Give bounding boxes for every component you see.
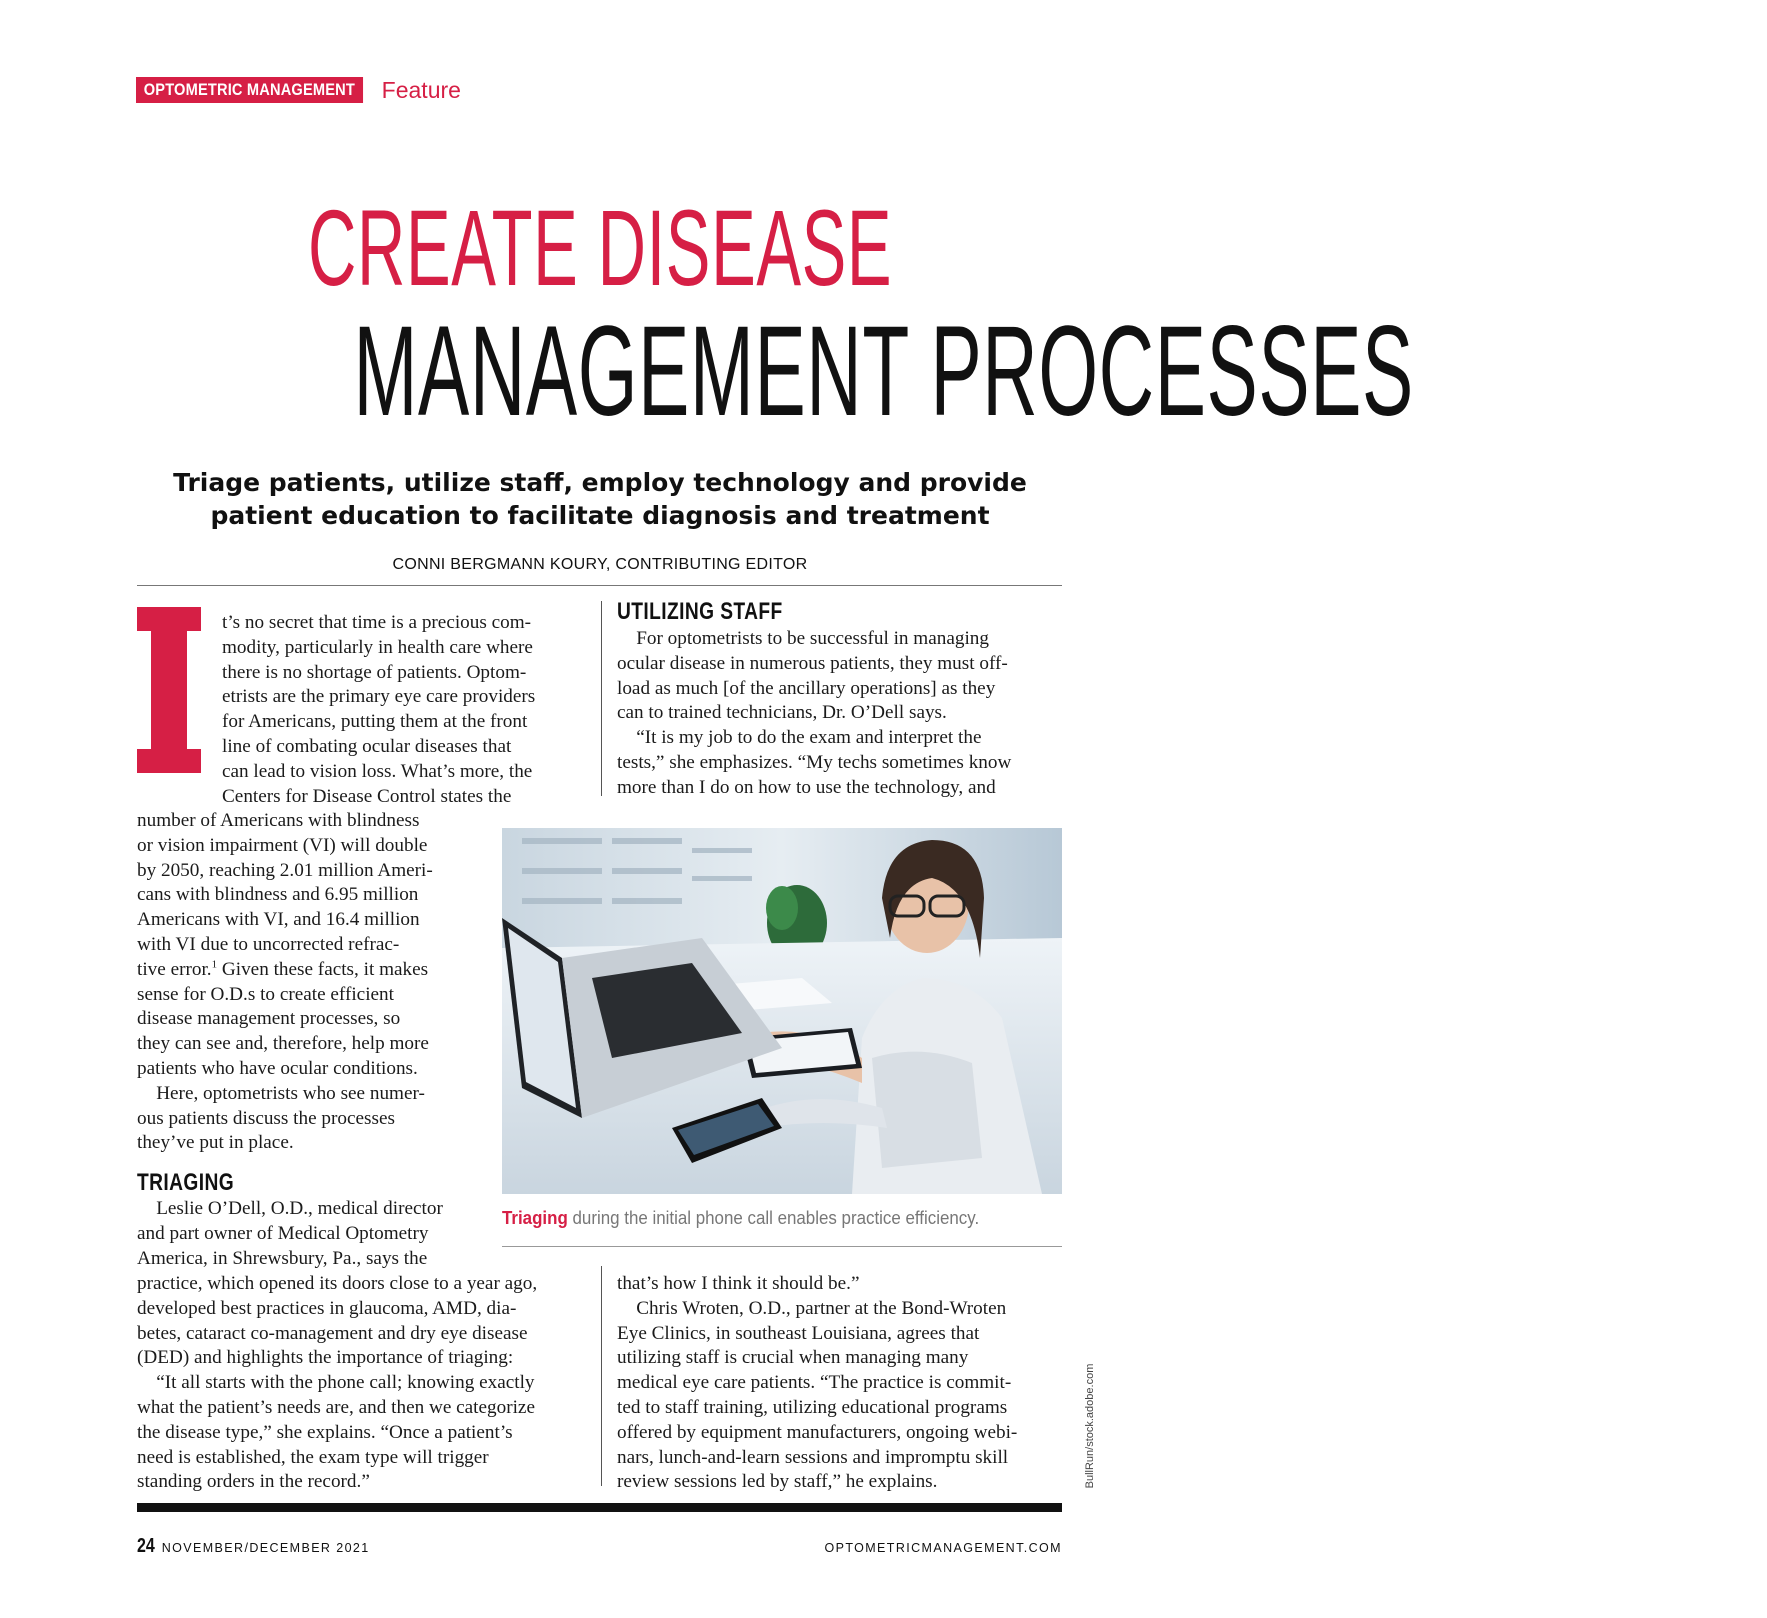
- article-photo: [502, 828, 1062, 1194]
- text-line: patients who have ocular conditions.: [137, 1057, 418, 1079]
- issue-date: NOVEMBER/DECEMBER 2021: [161, 1541, 370, 1555]
- text-line: that’s how I think it should be.”: [617, 1273, 860, 1294]
- section-tag: [136, 76, 461, 104]
- text-line: and part owner of Medical Optometry: [137, 1222, 429, 1244]
- woman-at-laptop-illustration: [502, 828, 1062, 1194]
- text-line: “It all starts with the phone call; knowing exactly: [137, 1372, 535, 1394]
- text-line: they can see and, therefore, help more: [137, 1033, 429, 1055]
- footnote-marker: 1: [211, 958, 218, 971]
- text-line: for Americans, putting them at the front: [222, 711, 528, 733]
- text-line: load as much [of the ancillary operations] as they: [617, 677, 996, 699]
- text-line: standing orders in the record.”: [137, 1471, 370, 1493]
- subhead-triaging: TRIAGING: [137, 1169, 235, 1196]
- caption-divider: [502, 1246, 1062, 1247]
- intro-beside-dropcap: [222, 611, 535, 809]
- byline: CONNI BERGMANN KOURY, CONTRIBUTING EDITOR: [392, 556, 808, 573]
- text-line: Americans with VI, and 16.4 million: [137, 909, 420, 931]
- text-line: what the patient’s needs are, and then we categorize: [137, 1396, 535, 1418]
- text-line: ocular disease in numerous patients, they must off-: [617, 652, 1008, 674]
- text-line: they’ve put in place.: [137, 1132, 294, 1154]
- magazine-brand-label: OPTOMETRIC MANAGEMENT: [136, 77, 363, 103]
- section-label: Feature: [381, 76, 461, 103]
- column-divider-bottom: [601, 1266, 602, 1486]
- text-line: Leslie O’Dell, O.D., medical director: [137, 1198, 443, 1219]
- photo-credit: BullRun/stock.adobe.com: [1084, 1363, 1096, 1489]
- text-line: can lead to vision loss. What’s more, the: [222, 760, 533, 782]
- text-line: practice, which opened its doors close to a year ago,: [137, 1273, 538, 1294]
- text-line: modity, particularly in health care where: [222, 636, 533, 658]
- text-line: (DED) and highlights the importance of triaging:: [137, 1347, 514, 1369]
- folio: [137, 1535, 370, 1558]
- text-line-with-footnote: tive error.$^1$ Given these facts, it makes: [137, 958, 429, 980]
- text-line: Eye Clinics, in southeast Louisiana, agrees that: [617, 1322, 980, 1344]
- article-deck: Triage patients, utilize staff, employ technology and provide patient education to facilitate diagnosis and treatment: [173, 468, 1027, 530]
- text-line: or vision impairment (VI) will double: [137, 834, 428, 856]
- subhead-utilizing-staff: UTILIZING STAFF: [617, 598, 783, 625]
- text-line: Centers for Disease Control states the: [222, 785, 512, 807]
- text-line: For optometrists to be successful in managing: [617, 628, 989, 649]
- text-line: America, in Shrewsbury, Pa., says the: [137, 1247, 428, 1269]
- text-line: etrists are the primary eye care providers: [222, 686, 536, 708]
- text-line: ous patients discuss the processes: [137, 1107, 395, 1129]
- photo-caption: Triaging during the initial phone call enables practice efficiency.: [502, 1208, 980, 1228]
- text-line: Chris Wroten, O.D., partner at the Bond-Wroten: [617, 1297, 1007, 1319]
- text-line: review sessions led by staff,” he explains.: [617, 1471, 938, 1493]
- text-line: there is no shortage of patients. Optom-: [222, 661, 527, 683]
- staff-continuation-text: [617, 1272, 1017, 1495]
- intro-continuation: [137, 809, 433, 1156]
- headline-line-2: MANAGEMENT PROCESSES: [353, 300, 1414, 443]
- footer-rule: [137, 1503, 1062, 1512]
- column-divider-top: [601, 601, 602, 796]
- text-line: Here, optometrists who see numer-: [137, 1082, 425, 1104]
- page-number: 24: [137, 1535, 155, 1557]
- text-line: medical eye care patients. “The practice is commit-: [617, 1372, 1012, 1394]
- text-line: “It is my job to do the exam and interpret the: [617, 727, 982, 749]
- drop-cap: [137, 607, 201, 773]
- text-line: can to trained technicians, Dr. O’Dell says.: [617, 702, 947, 724]
- text-line: nars, lunch-and-learn sessions and impromptu skill: [617, 1446, 1009, 1468]
- text-line: ted to staff training, utilizing educational programs: [617, 1396, 1008, 1418]
- drop-cap-letter: [137, 607, 201, 773]
- staff-text: [617, 627, 1011, 801]
- headline-line-1: CREATE DISEASE: [307, 187, 893, 308]
- triaging-wide-text: [137, 1272, 537, 1495]
- text-line: cans with blindness and 6.95 million: [137, 884, 419, 906]
- text-line: tests,” she emphasizes. “My techs sometimes know: [617, 751, 1012, 773]
- triaging-narrow-text: [137, 1197, 443, 1271]
- text-line: number of Americans with blindness: [137, 810, 420, 831]
- website-url: OPTOMETRICMANAGEMENT.COM: [824, 1541, 1062, 1555]
- title-divider: [137, 585, 1062, 586]
- text-line: sense for O.D.s to create efficient: [137, 983, 394, 1005]
- text-line: by 2050, reaching 2.01 million Ameri-: [137, 859, 433, 881]
- text-line: with VI due to uncorrected refrac-: [137, 933, 400, 955]
- text-line: t’s no secret that time is a precious com-: [222, 612, 532, 633]
- text-line: the disease type,” she explains. “Once a patient’s: [137, 1421, 513, 1443]
- text-line: betes, cataract co-management and dry eye disease: [137, 1322, 528, 1344]
- text-line: disease management processes, so: [137, 1008, 401, 1030]
- text-line: more than I do on how to use the technology, and: [617, 776, 996, 798]
- text-line: offered by equipment manufacturers, ongoing webi-: [617, 1421, 1018, 1443]
- text-line: utilizing staff is crucial when managing many: [617, 1347, 969, 1369]
- text-line: developed best practices in glaucoma, AMD, dia-: [137, 1297, 517, 1319]
- text-line: line of combating ocular diseases that: [222, 735, 512, 757]
- text-line: need is established, the exam type will trigger: [137, 1446, 489, 1468]
